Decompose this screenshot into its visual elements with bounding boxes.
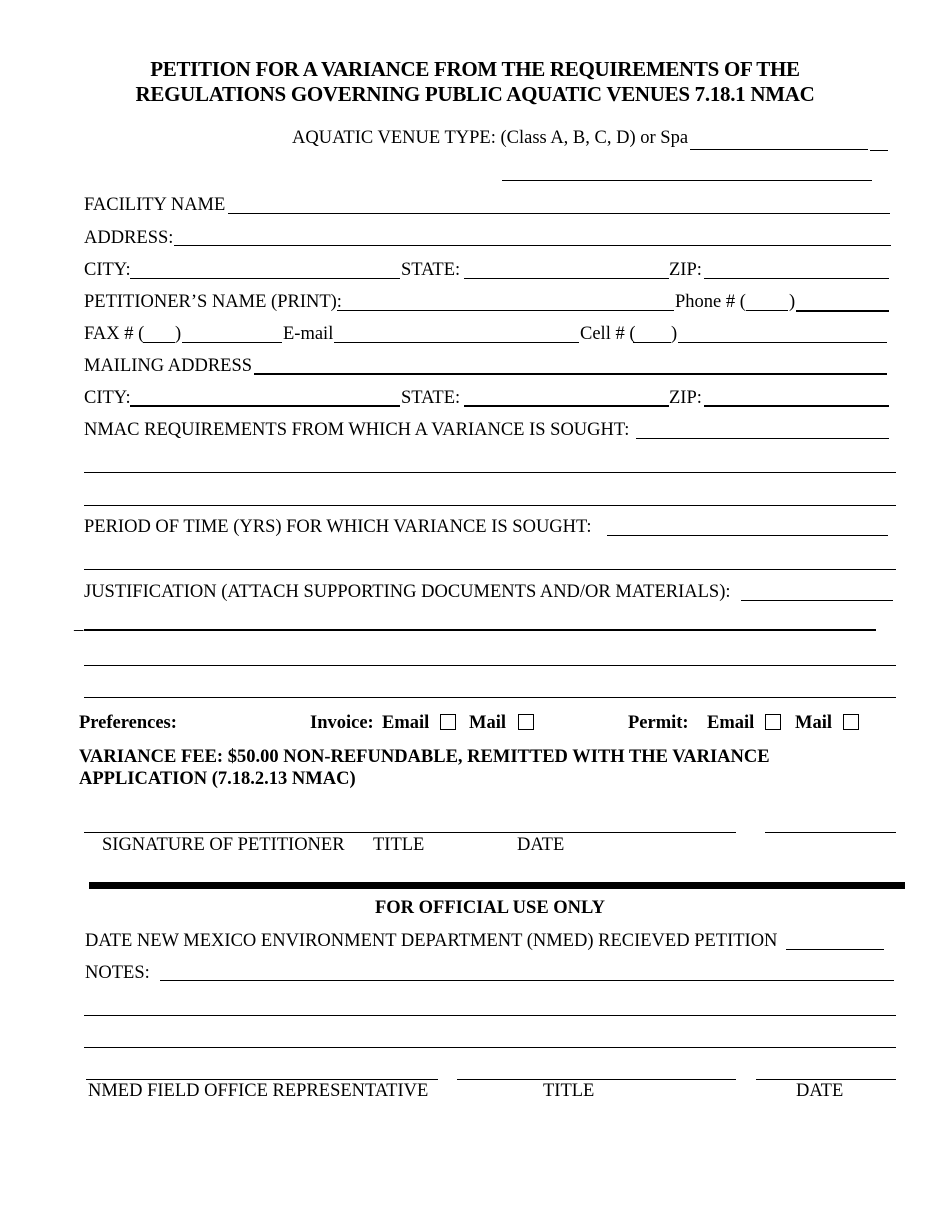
period-label: PERIOD OF TIME (YRS) FOR WHICH VARIANCE IS SOUGHT: xyxy=(84,517,592,537)
justification-dash: – xyxy=(74,620,84,640)
notes-line-2[interactable] xyxy=(84,1015,896,1016)
mailing-address-label: MAILING ADDRESS xyxy=(84,356,253,376)
cell-label: Cell # ( xyxy=(580,324,636,344)
mailing-address-field[interactable] xyxy=(254,373,887,375)
period-field[interactable] xyxy=(607,516,888,536)
period-line-2[interactable] xyxy=(84,569,896,570)
rep-date-label: DATE xyxy=(796,1081,844,1101)
state-label: STATE: xyxy=(401,260,461,280)
nmac-requirements-label: NMAC REQUIREMENTS FROM WHICH A VARIANCE IS SOUGHT: xyxy=(84,420,630,440)
fax-label: FAX # ( xyxy=(84,324,145,344)
facility-name-label: FACILITY NAME xyxy=(84,195,226,215)
email-field[interactable] xyxy=(334,323,579,343)
official-divider xyxy=(89,882,905,889)
rep-title-line[interactable] xyxy=(457,1079,736,1080)
permit-email-checkbox[interactable] xyxy=(765,714,781,730)
variance-fee-line-2: APPLICATION (7.18.2.13 NMAC) xyxy=(79,769,356,789)
notes-field[interactable] xyxy=(160,961,894,981)
variance-fee-line-1: VARIANCE FEE: $50.00 NON-REFUNDABLE, REMITTED WITH THE VARIANCE xyxy=(79,747,770,767)
phone-label: Phone # ( xyxy=(675,292,746,312)
fax-number-field[interactable] xyxy=(182,323,282,343)
nmac-requirements-line-2[interactable] xyxy=(84,472,896,473)
mailing-city-label: CITY: xyxy=(84,388,131,408)
justification-field[interactable] xyxy=(741,581,893,601)
permit-email-label: Email xyxy=(707,713,755,733)
venue-type-field[interactable] xyxy=(690,130,868,150)
facility-name-field[interactable] xyxy=(228,194,890,214)
mailing-city-field[interactable] xyxy=(130,405,400,407)
city-field[interactable] xyxy=(130,259,400,279)
notes-line-3[interactable] xyxy=(84,1047,896,1048)
nmac-requirements-field[interactable] xyxy=(636,419,889,439)
permit-label: Permit: xyxy=(628,713,689,733)
phone-number-field[interactable] xyxy=(796,310,889,312)
form-title-line-2: REGULATIONS GOVERNING PUBLIC AQUATIC VENUES 7.18.1 NMAC xyxy=(135,82,815,106)
nmac-requirements-line-3[interactable] xyxy=(84,505,896,506)
cell-paren-close: ) xyxy=(671,324,678,344)
phone-area-code-field[interactable] xyxy=(746,291,788,311)
mailing-zip-label: ZIP: xyxy=(669,388,702,408)
signature-line[interactable] xyxy=(84,832,736,833)
invoice-mail-label: Mail xyxy=(469,713,506,733)
address-field[interactable] xyxy=(174,226,891,246)
permit-mail-label: Mail xyxy=(795,713,832,733)
justification-line-4[interactable] xyxy=(84,697,896,698)
invoice-email-checkbox[interactable] xyxy=(440,714,456,730)
nmed-rep-label: NMED FIELD OFFICE REPRESENTATIVE xyxy=(88,1081,429,1101)
preferences-label: Preferences: xyxy=(79,713,177,733)
mailing-state-label: STATE: xyxy=(401,388,461,408)
justification-line-3[interactable] xyxy=(84,665,896,666)
signature-title-label: TITLE xyxy=(373,835,425,855)
email-label: E-mail xyxy=(283,324,334,344)
permit-mail-checkbox[interactable] xyxy=(843,714,859,730)
mailing-zip-field[interactable] xyxy=(704,405,889,407)
signature-date-label: DATE xyxy=(517,835,565,855)
justification-line-2[interactable] xyxy=(84,629,876,631)
city-label: CITY: xyxy=(84,260,131,280)
official-use-heading: FOR OFFICIAL USE ONLY xyxy=(374,898,606,918)
invoice-label: Invoice: xyxy=(310,713,374,733)
justification-label: JUSTIFICATION (ATTACH SUPPORTING DOCUMENTS AND/OR MATERIALS): xyxy=(84,582,731,602)
fax-area-code-field[interactable] xyxy=(143,323,175,343)
rep-title-label: TITLE xyxy=(543,1081,595,1101)
invoice-email-label: Email xyxy=(382,713,430,733)
petitioner-name-label: PETITIONER’S NAME (PRINT): xyxy=(84,292,342,312)
notes-label: NOTES: xyxy=(85,963,150,983)
invoice-mail-checkbox[interactable] xyxy=(518,714,534,730)
cell-area-code-field[interactable] xyxy=(633,323,671,343)
form-title-line-1: PETITION FOR A VARIANCE FROM THE REQUIREMENTS OF THE xyxy=(150,57,800,81)
address-label: ADDRESS: xyxy=(84,228,174,248)
signature-date-line[interactable] xyxy=(765,832,896,833)
cell-number-field[interactable] xyxy=(678,323,887,343)
phone-paren-close: ) xyxy=(789,292,796,312)
venue-type-underline-tail xyxy=(870,150,888,151)
nmed-received-date-field[interactable] xyxy=(786,930,884,950)
fax-paren-close: ) xyxy=(175,324,182,344)
signature-of-petitioner-label: SIGNATURE OF PETITIONER xyxy=(102,835,345,855)
petitioner-name-field[interactable] xyxy=(337,291,674,311)
mailing-state-field[interactable] xyxy=(464,405,669,407)
state-field[interactable] xyxy=(464,259,669,279)
venue-type-label: AQUATIC VENUE TYPE: (Class A, B, C, D) or Spa xyxy=(292,128,689,148)
zip-label: ZIP: xyxy=(669,260,702,280)
nmed-received-label: DATE NEW MEXICO ENVIRONMENT DEPARTMENT (NMED) RECIEVED PETITION xyxy=(85,931,778,951)
venue-type-field-2[interactable] xyxy=(502,161,872,181)
zip-field[interactable] xyxy=(704,259,889,279)
